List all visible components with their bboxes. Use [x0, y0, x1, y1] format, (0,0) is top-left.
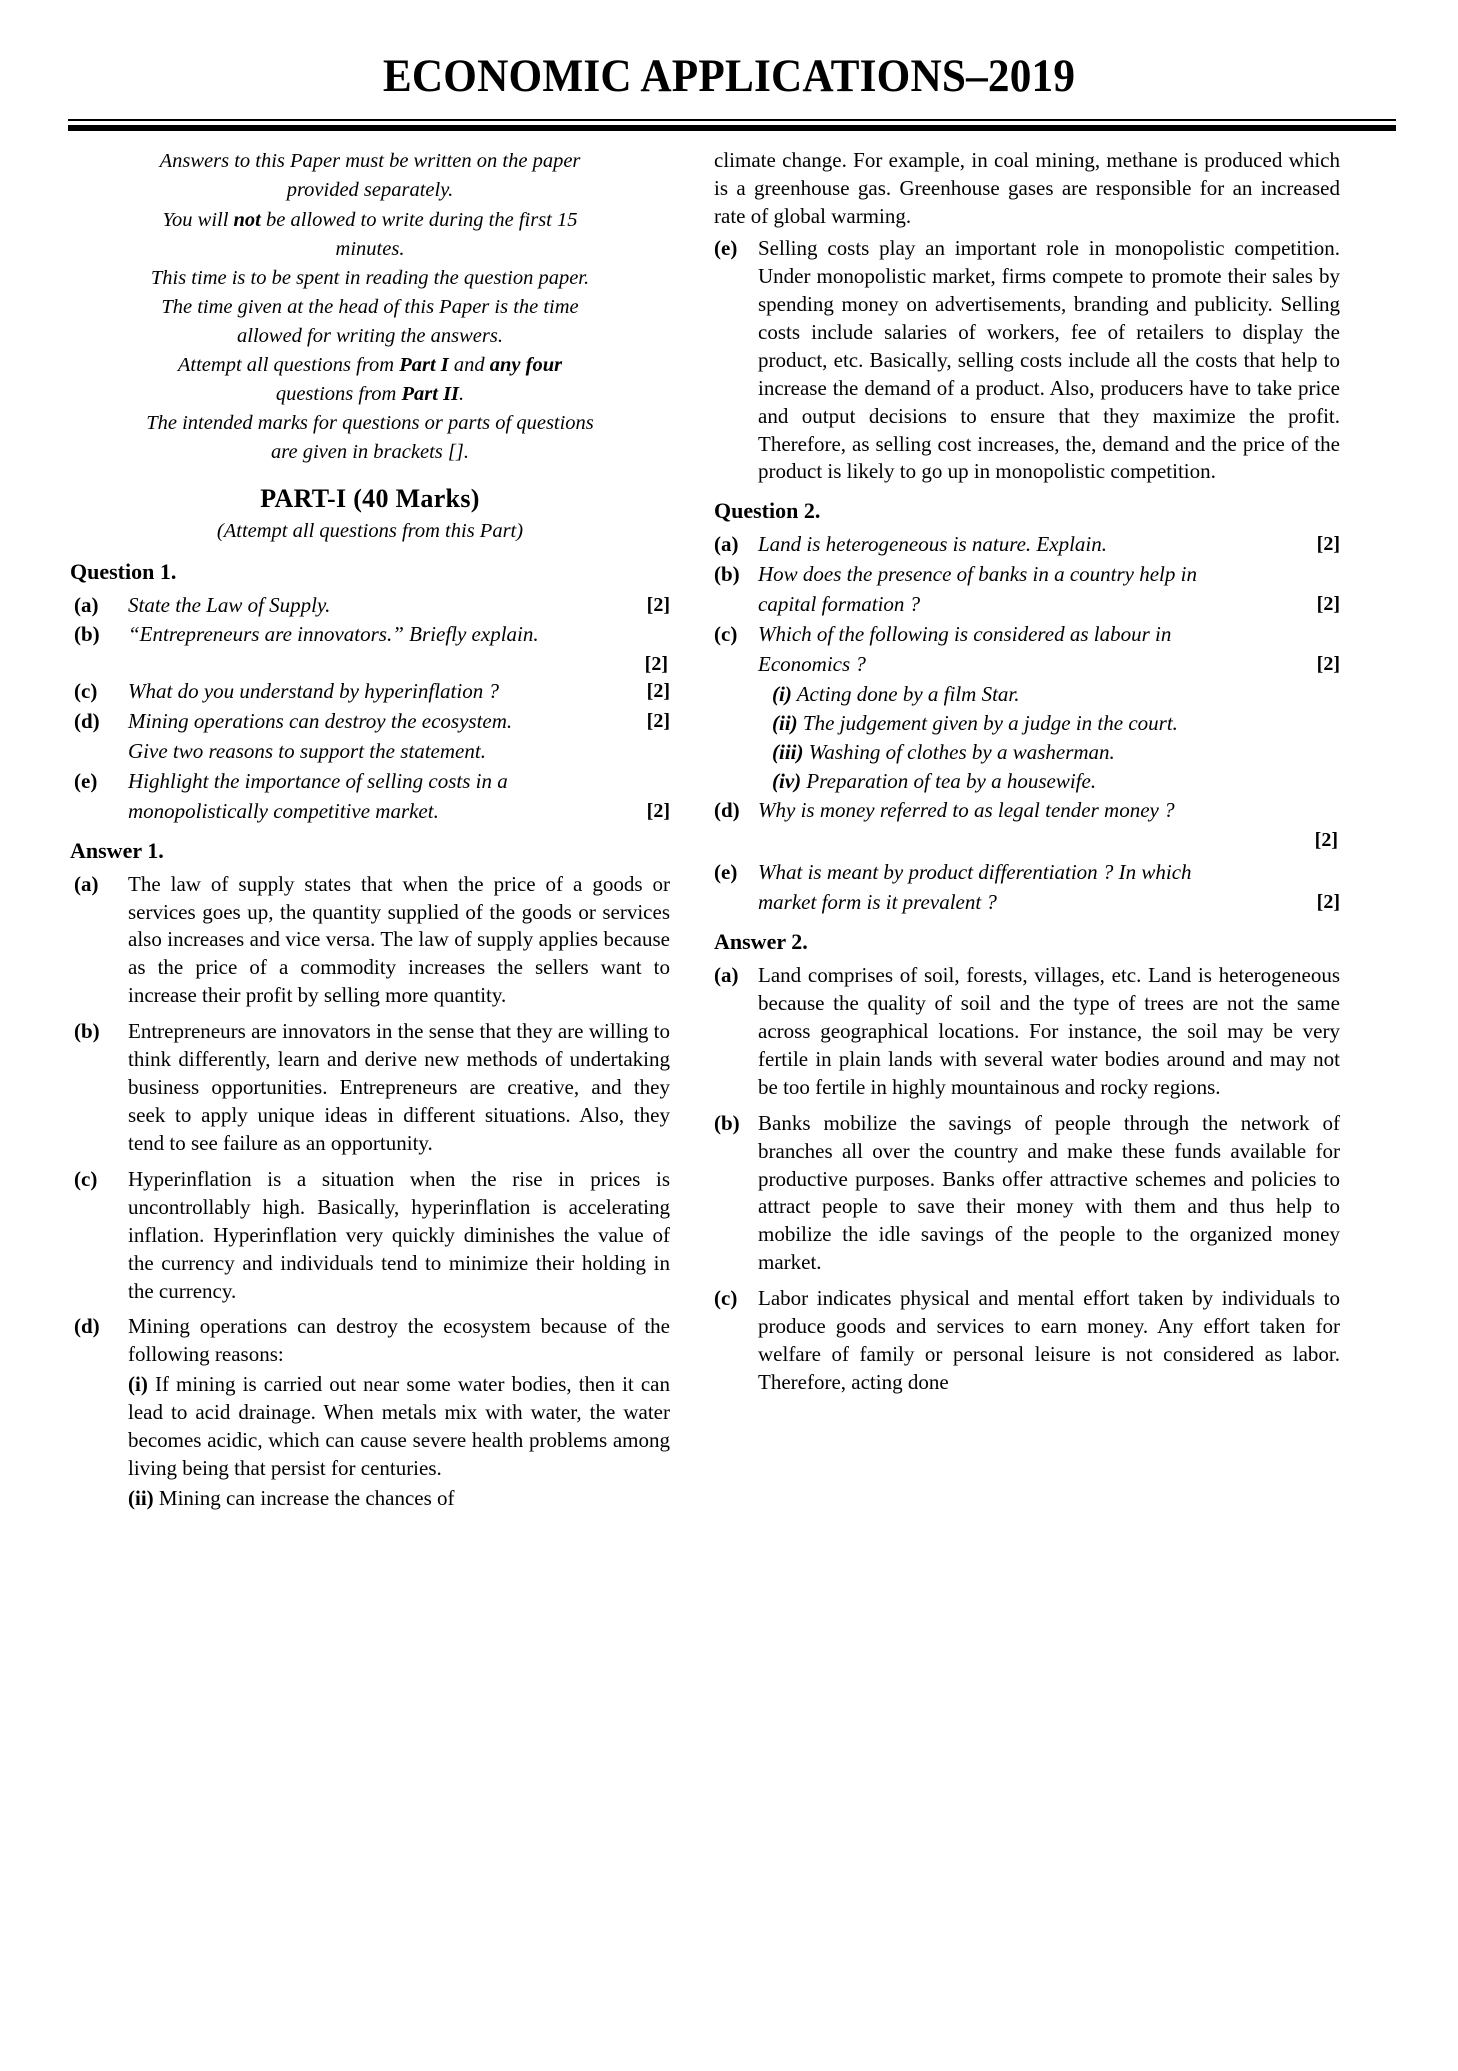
instruction-line: The time given at the head of this Paper is the time — [161, 295, 579, 318]
answer-item — [70, 1313, 670, 1369]
answer-item — [70, 1166, 670, 1306]
question-item — [70, 592, 670, 620]
answer-2-heading: Answer 2. — [714, 929, 808, 955]
instruction-emphasis: any four — [489, 354, 563, 377]
answer-item — [714, 1110, 1340, 1278]
item-text: Banks mobilize the savings of people through the network of branches all over the country and make these funds available for productive purposes. Banks offer attractive schemes and policies to attract people to save their money with them and thus help to mobilize the idle savings of the people to the organized money market. — [758, 1110, 1340, 1275]
item-text: Highlight the importance of selling costs in a — [128, 768, 508, 793]
item-text: Land is heterogeneous is nature. Explain. — [758, 532, 1107, 557]
sub-item-text: If mining is carried out near some water bodies, then it can lead to acid drainage. When metals mix with water, the water becomes acidic, which can cause severe health problems among living being that persist for centuries. — [128, 1372, 670, 1481]
answer-item — [714, 962, 1340, 1102]
choice-text: The judgement given by a judge in the court. — [802, 710, 1178, 735]
instruction-line: are given in brackets []. — [271, 441, 469, 464]
item-label: (a) — [74, 871, 99, 896]
item-text: What do you understand by hyperinflation ? — [128, 678, 499, 703]
instruction-line: allowed for writing the answers. — [237, 325, 503, 347]
sub-item-text: Mining can increase the chances of — [158, 1485, 455, 1510]
instruction-text: . — [459, 383, 465, 406]
answer-item — [70, 1018, 670, 1158]
instruction-line: provided separately. — [286, 179, 454, 202]
item-text: “Entrepreneurs are innovators.” Briefly explain. — [128, 622, 539, 647]
choice-item — [772, 710, 1340, 738]
question-item-continuation — [714, 889, 1340, 917]
choice-item — [772, 739, 1340, 767]
instruction-text: and — [448, 354, 490, 377]
answer-sub-item — [128, 1485, 670, 1513]
item-text: State the Law of Supply. — [128, 592, 331, 617]
item-label: (c) — [714, 1286, 738, 1311]
left-column — [70, 147, 670, 1515]
continuation-paragraph: climate change. For example, in coal mining, methane is produced which is a greenhouse gas. Greenhouse gases are responsible for an increased rate of global warming. — [714, 148, 1340, 229]
question-item — [714, 621, 1340, 649]
question-item — [714, 859, 1340, 887]
question-item-continuation — [714, 651, 1340, 679]
question-item — [70, 621, 670, 649]
instruction-text: You will — [162, 208, 234, 231]
question-item — [70, 708, 670, 736]
item-label: (e) — [74, 768, 98, 793]
item-text: Mining operations can destroy the ecosystem because of the following reasons: — [128, 1314, 670, 1367]
instruction-text: questions from — [275, 383, 402, 406]
answer-item — [714, 1285, 1340, 1397]
item-label: (a) — [714, 963, 739, 988]
item-marks: [2] — [1316, 593, 1340, 616]
question-item — [714, 797, 1340, 825]
item-text: capital formation ? — [758, 592, 921, 617]
item-marks: [2] — [1314, 828, 1338, 851]
question-item-continuation — [714, 591, 1340, 619]
instruction-line: minutes. — [335, 237, 405, 260]
question-item-continuation — [70, 738, 670, 766]
item-label: (b) — [74, 622, 100, 647]
choice-item — [772, 768, 1340, 796]
question-item — [70, 768, 670, 796]
instruction-line — [70, 380, 670, 409]
item-text: market form is it prevalent ? — [758, 890, 997, 915]
body-columns — [70, 147, 1396, 1515]
item-label: (c) — [74, 678, 98, 703]
answer-item — [70, 871, 670, 1011]
right-column — [714, 147, 1340, 1399]
choice-label: (iii) — [772, 739, 804, 764]
item-text: Give two reasons to support the statement. — [128, 738, 486, 763]
choice-text: Washing of clothes by a washerman. — [808, 739, 1115, 764]
item-marks: [2] — [644, 653, 668, 676]
question-item — [714, 531, 1340, 559]
choice-label: (ii) — [772, 710, 798, 735]
item-text: monopolistically competitive market. — [128, 798, 439, 823]
item-label: (e) — [714, 236, 738, 261]
choice-text: Preparation of tea by a housewife. — [806, 768, 1097, 793]
divider-thin — [68, 119, 1396, 121]
item-marks: [2] — [1316, 533, 1340, 556]
choice-text: Acting done by a film Star. — [796, 682, 1020, 707]
sub-item-label: (i) — [128, 1372, 148, 1397]
sub-item-label: (ii) — [128, 1485, 154, 1510]
answer-1-heading: Answer 1. — [70, 837, 164, 863]
part-heading: PART-I (40 Marks) — [260, 483, 480, 513]
item-marks: [2] — [646, 593, 670, 616]
item-marks: [2] — [1316, 891, 1340, 914]
item-text: Economics ? — [758, 652, 866, 677]
choice-label: (iv) — [772, 768, 802, 793]
item-text: What is meant by product differentiation ? In which — [758, 860, 1192, 885]
item-label: (b) — [714, 1110, 740, 1135]
item-text: The law of supply states that when the price of a goods or services goes up, the quantity supplied of the goods or services also increases and vice versa. The law of supply applies because as the price of a commodity increases the sellers want to increase their profit by selling more quantity. — [128, 871, 670, 1008]
item-label: (a) — [714, 532, 739, 557]
header-divider — [68, 119, 1396, 131]
instruction-line: The intended marks for questions or parts of questions — [146, 412, 594, 435]
item-label: (b) — [74, 1019, 100, 1044]
item-label: (c) — [714, 622, 738, 647]
item-marks: [2] — [646, 709, 670, 732]
answer-item — [714, 235, 1340, 486]
title-block — [0, 0, 1458, 101]
question-1-heading: Question 1. — [70, 558, 177, 584]
instruction-line — [70, 206, 670, 235]
choice-item — [772, 681, 1340, 709]
question-item — [70, 678, 670, 706]
item-label: (c) — [74, 1166, 98, 1191]
item-label: (b) — [714, 562, 740, 587]
choice-label: (i) — [772, 682, 792, 707]
item-text: Which of the following is considered as labour in — [758, 622, 1172, 647]
question-item-continuation — [70, 798, 670, 826]
item-text: Selling costs play an important role in monopolistic competition. Under monopolistic market, firms compete to promote their sales by spending money on advertisements, branding and publicity. Selling costs include salaries of workers, fee of retailers to display the product, etc. Basically, selling costs include all the costs that help to increase the demand of a product. Also, producers have to take price and output decisions to ensure that they maximize the profit. Therefore, as selling cost increases, the, demand and the price of the product is likely to go up in monopolistic competition. — [758, 236, 1340, 484]
item-label: (a) — [74, 592, 99, 617]
item-text: Labor indicates physical and mental effort taken by individuals to produce goods and services to earn money. Any effort taken for welfare of family or personal leisure is not considered as labor. Therefore, acting done — [758, 1286, 1340, 1394]
item-text: How does the presence of banks in a country help in — [758, 562, 1197, 587]
item-label: (d) — [714, 797, 740, 822]
question-2-heading: Question 2. — [714, 498, 821, 524]
instruction-emphasis: Part II — [401, 383, 460, 406]
instruction-text: Attempt all questions from — [177, 354, 400, 377]
instruction-text: be allowed to write during the first 15 — [260, 208, 578, 231]
item-marks: [2] — [646, 679, 670, 702]
question-item — [714, 561, 1340, 589]
item-marks: [2] — [1316, 653, 1340, 676]
instruction-line — [70, 351, 670, 380]
item-text: Land comprises of soil, forests, villages, etc. Land is heterogeneous because the quality of soil and the type of trees are not the same across geographical locations. For instance, the soil may be very fertile in plain lands with several water bodies around and may not be too fertile in highly mountainous and rocky regions. — [758, 963, 1340, 1099]
instruction-emphasis: not — [233, 208, 261, 231]
item-label: (e) — [714, 860, 738, 885]
item-label: (d) — [74, 708, 100, 733]
item-text: Entrepreneurs are innovators in the sense that they are willing to think differently, learn and derive new methods of undertaking business opportunities. Entrepreneurs are creative, and they seek to apply unique ideas in different situations. Also, they tend to see failure as an opportunity. — [128, 1019, 670, 1155]
part-subheading: (Attempt all questions from this Part) — [216, 519, 524, 542]
item-text: Mining operations can destroy the ecosystem. — [128, 708, 513, 733]
instruction-line: Answers to this Paper must be written on the paper — [159, 150, 581, 173]
item-text: Why is money referred to as legal tender money ? — [758, 797, 1175, 822]
item-text: Hyperinflation is a situation when the rise in prices is uncontrollably high. Basically, hyperinflation is accelerating inflation. Hyperinflation very quickly diminishes the value of the currency and individuals tend to minimize their holding in the currency. — [128, 1166, 670, 1303]
item-marks: [2] — [646, 799, 670, 822]
divider-thick — [68, 125, 1396, 131]
item-label: (d) — [74, 1314, 100, 1339]
answer-sub-item — [128, 1371, 670, 1483]
page-title: ECONOMIC APPLICATIONS–2019 — [382, 50, 1076, 102]
instruction-emphasis: Part I — [399, 354, 449, 377]
instruction-line: This time is to be spent in reading the question paper. — [150, 266, 590, 289]
instructions-block — [70, 147, 670, 467]
